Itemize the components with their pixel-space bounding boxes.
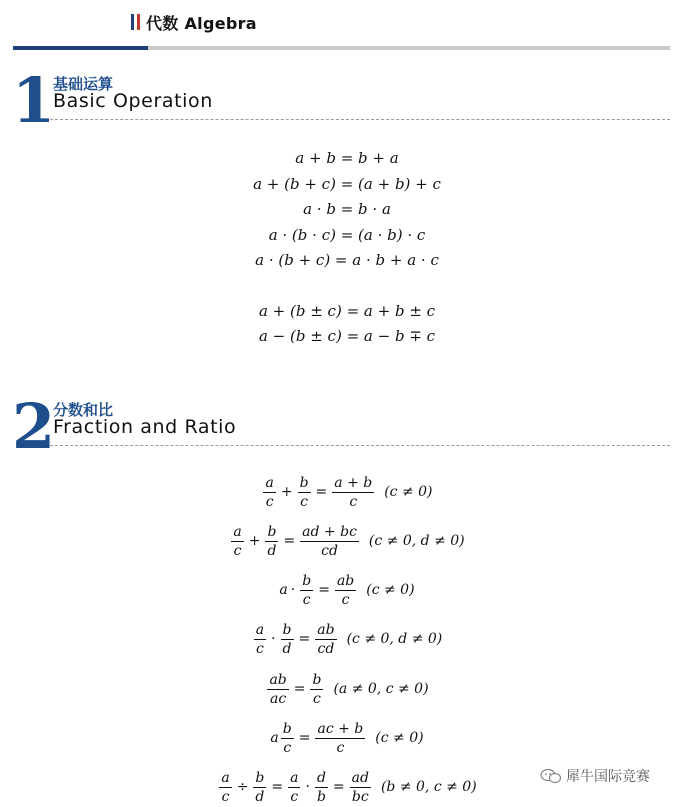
operator: ·: [271, 631, 276, 647]
fraction: [335, 573, 356, 608]
denominator: d: [282, 640, 292, 657]
fraction: [231, 524, 243, 559]
numerator: ad: [351, 769, 369, 786]
section-divider: [50, 119, 670, 120]
numerator: b: [312, 671, 322, 688]
operator: =: [315, 484, 328, 500]
equation: a + b = b + a: [295, 149, 399, 167]
fraction-formula: [0, 718, 694, 758]
denominator: d: [267, 542, 277, 559]
fraction: [315, 721, 365, 756]
operator: +: [248, 533, 261, 549]
operator: =: [332, 779, 345, 795]
fraction-formula: [0, 669, 694, 709]
section-number: 1: [12, 64, 56, 137]
section-title-en: Fraction and Ratio: [53, 416, 237, 438]
operator: =: [271, 779, 284, 795]
operator: +: [280, 484, 293, 500]
numerator: b: [282, 621, 292, 638]
denominator: c: [336, 739, 345, 756]
operator: =: [298, 730, 311, 746]
fraction: [298, 475, 311, 510]
denominator: c: [290, 788, 299, 805]
fraction: [265, 524, 278, 559]
fraction: [281, 721, 294, 756]
section-title-zh: 分数和比: [53, 401, 114, 419]
operator: ·: [290, 582, 296, 598]
denominator: c: [283, 739, 292, 756]
watermark: [540, 766, 650, 786]
equation: a + (b ± c) = a + b ± c: [258, 302, 436, 320]
operator: ÷: [236, 779, 249, 795]
equation: a · (b · c) = (a · b) · c: [268, 226, 426, 244]
denominator: c: [255, 640, 264, 657]
denominator: c: [341, 591, 350, 608]
watermark-text: 犀牛国际竞赛: [566, 769, 650, 785]
numerator: a + b: [334, 474, 373, 491]
equation: a − (b ± c) = a − b ∓ c: [258, 327, 436, 345]
condition: (c ≠ 0, d ≠ 0): [368, 533, 465, 549]
denominator: c: [265, 493, 274, 510]
operator: =: [283, 533, 296, 549]
numerator: a: [290, 769, 299, 786]
fraction: [267, 672, 288, 707]
numerator: ab: [269, 671, 287, 688]
condition: (c ≠ 0): [375, 730, 424, 746]
numerator: b: [299, 474, 309, 491]
section-number: 2: [12, 390, 56, 463]
equation: a · (b + c) = a · b + a · c: [255, 251, 439, 269]
numerator: b: [255, 769, 265, 786]
fraction-formula: [0, 570, 694, 610]
condition: (c ≠ 0, d ≠ 0): [346, 631, 443, 647]
numerator: ab: [336, 572, 355, 589]
fraction-formula: [0, 521, 694, 561]
numerator: a: [255, 621, 265, 638]
equation: a + (b + c) = (a + b) + c: [253, 175, 441, 193]
wechat-icon: [540, 768, 562, 784]
numerator: a: [221, 769, 230, 786]
header-rule-accent: [13, 46, 148, 50]
denominator: c: [302, 591, 311, 608]
denominator: b: [316, 788, 326, 805]
variable: a: [270, 730, 279, 746]
section-title-en: Basic Operation: [53, 90, 213, 112]
denominator: ac: [270, 690, 287, 707]
numerator: ad + bc: [302, 523, 357, 540]
fraction: [281, 622, 294, 657]
denominator: cd: [317, 640, 335, 657]
numerator: b: [302, 572, 312, 589]
denominator: c: [349, 493, 358, 510]
variable: a: [279, 582, 288, 598]
operator: ·: [305, 779, 310, 795]
condition: (c ≠ 0): [384, 484, 433, 500]
flag-icon: [131, 14, 140, 30]
numerator: b: [282, 720, 292, 737]
fraction-formula: [0, 472, 694, 512]
denominator: c: [300, 493, 308, 510]
numerator: a: [265, 474, 274, 491]
condition: (a ≠ 0, c ≠ 0): [333, 681, 429, 697]
section-divider: [50, 445, 670, 446]
numerator: ac + b: [317, 720, 364, 737]
fraction: [288, 770, 300, 805]
fraction-formula: [0, 619, 694, 659]
denominator: c: [221, 788, 230, 805]
equation: a · b = b · a: [303, 200, 391, 218]
page-title: 代数 Algebra: [146, 13, 257, 33]
section-title-zh: 基础运算: [53, 75, 114, 93]
condition: (c ≠ 0): [366, 582, 415, 598]
fraction: [315, 622, 336, 657]
fraction: [263, 475, 275, 510]
numerator: b: [267, 523, 277, 540]
fraction: [254, 622, 266, 657]
fraction: [300, 524, 359, 559]
fraction: [253, 770, 266, 805]
fraction: [219, 770, 231, 805]
operator: =: [293, 681, 306, 697]
denominator: d: [255, 788, 265, 805]
fraction: [332, 475, 374, 510]
fraction: [315, 770, 328, 805]
denominator: c: [233, 542, 242, 559]
numerator: ab: [317, 621, 335, 638]
denominator: bc: [351, 788, 369, 805]
operator: =: [298, 631, 311, 647]
operator: =: [318, 582, 330, 598]
numerator: d: [316, 769, 326, 786]
denominator: cd: [321, 542, 338, 559]
page-header: [131, 10, 257, 34]
fraction: [300, 573, 313, 608]
numerator: a: [233, 523, 242, 540]
fraction: [350, 770, 371, 805]
condition: (b ≠ 0, c ≠ 0): [380, 779, 477, 795]
denominator: c: [313, 690, 321, 707]
fraction: [310, 672, 323, 707]
